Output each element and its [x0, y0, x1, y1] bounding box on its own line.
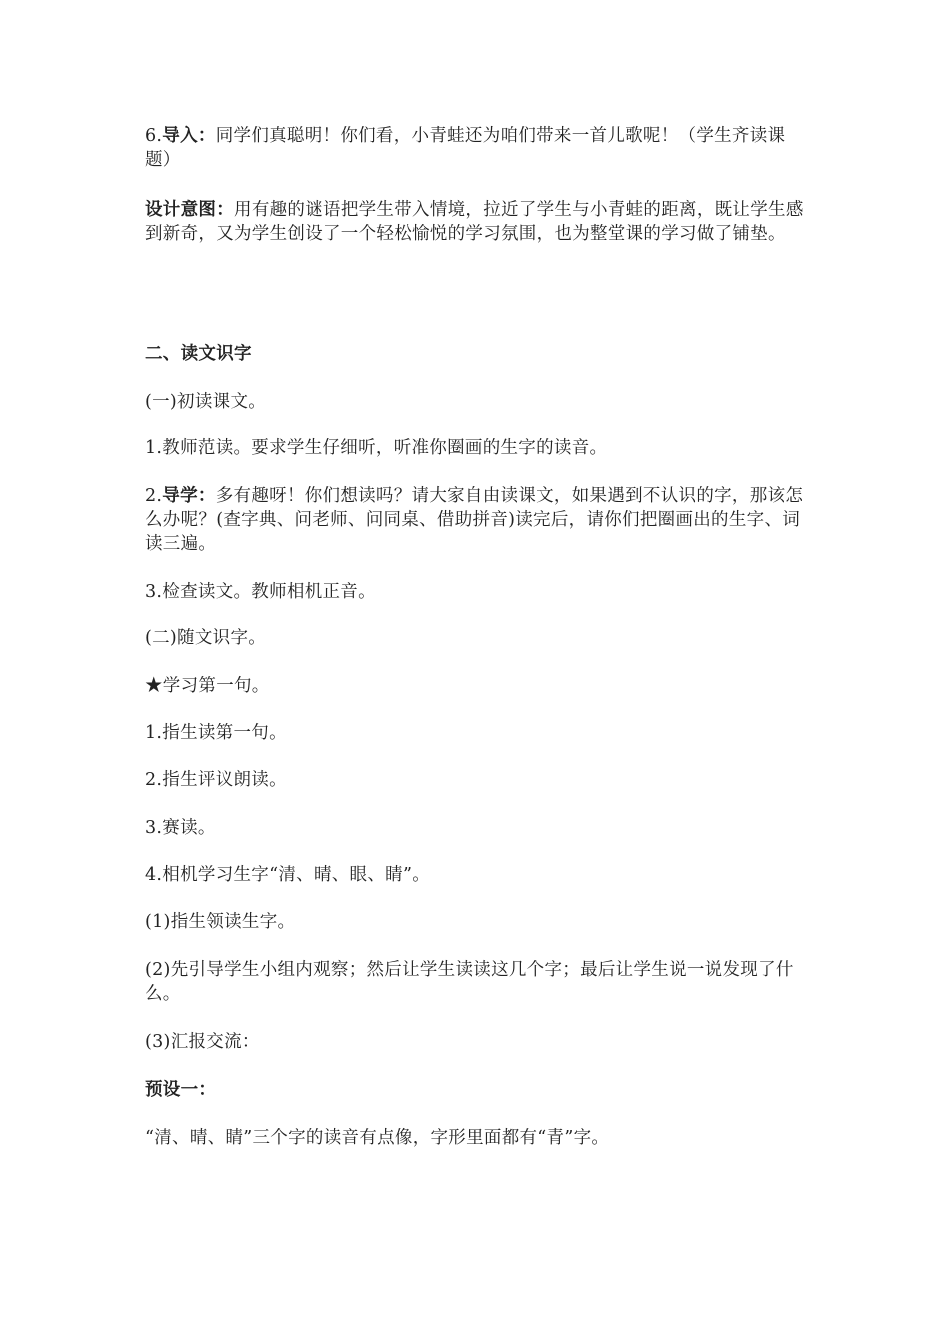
paragraph-teacher-reading: 1.教师范读。要求学生仔细听，听准你圈画的生字的读音。 — [145, 438, 608, 458]
paragraph-guided-learning — [145, 484, 810, 556]
design-intent-label: 设计意图 — [145, 200, 217, 220]
paragraph-reading-contest: 3.赛读。 — [145, 818, 216, 838]
paragraph-preset-one: “清、晴、睛”三个字的读音有点像，字形里面都有“青”字。 — [145, 1128, 610, 1148]
lead-in-text: 同学们真聪明！你们看，小青蛙还为咱们带来一首儿歌呢！（学生齐读课题） — [145, 126, 786, 170]
label-colon: ： — [197, 126, 216, 146]
design-intent-text: 用有趣的谜语把学生带入情境，拉近了学生与小青蛙的距离，既让学生感到新奇，又为学生创设了一个轻松愉悦的学习氛围，也为整堂课的学习做了铺垫。 — [145, 200, 804, 244]
label-colon: ： — [216, 200, 235, 220]
paragraph-literacy-in-text: (二)随文识字。 — [145, 628, 267, 648]
label-colon: ： — [197, 486, 216, 506]
item-number: 2. — [145, 486, 163, 506]
paragraph-study-first-sentence: ★学习第一句。 — [145, 676, 270, 696]
paragraph-report-exchange: (3)汇报交流： — [145, 1032, 260, 1052]
paragraph-first-reading: (一)初读课文。 — [145, 392, 267, 412]
paragraph-design-intent — [145, 198, 810, 246]
paragraph-learn-characters: 4.相机学习生字“清、晴、眼、睛”。 — [145, 865, 430, 885]
paragraph-evaluate-reading: 2.指生评议朗读。 — [145, 770, 287, 790]
section-heading: 二、读文识字 — [145, 344, 252, 364]
lead-in-label: 导入 — [162, 126, 198, 146]
guided-learning-label: 导学 — [162, 486, 198, 506]
paragraph-check-reading: 3.检查读文。教师相机正音。 — [145, 582, 376, 602]
item-number: 6. — [145, 126, 163, 146]
paragraph-lead-in — [145, 124, 810, 172]
paragraph-read-first-sentence: 1.指生读第一句。 — [145, 723, 287, 743]
paragraph-group-observe: (2)先引导学生小组内观察；然后让学生读读这几个字；最后让学生说一说发现了什么。 — [145, 960, 794, 1004]
preset-heading: 预设一： — [145, 1080, 217, 1100]
paragraph-lead-reading: (1)指生领读生字。 — [145, 912, 296, 932]
guided-learning-text: 多有趣呀！你们想读吗？请大家自由读课文，如果遇到不认识的字，那该怎么办呢？(查字典、问老师、问同桌、借助拼音)读完后，请你们把圈画出的生字、词读三遍。 — [145, 486, 804, 554]
